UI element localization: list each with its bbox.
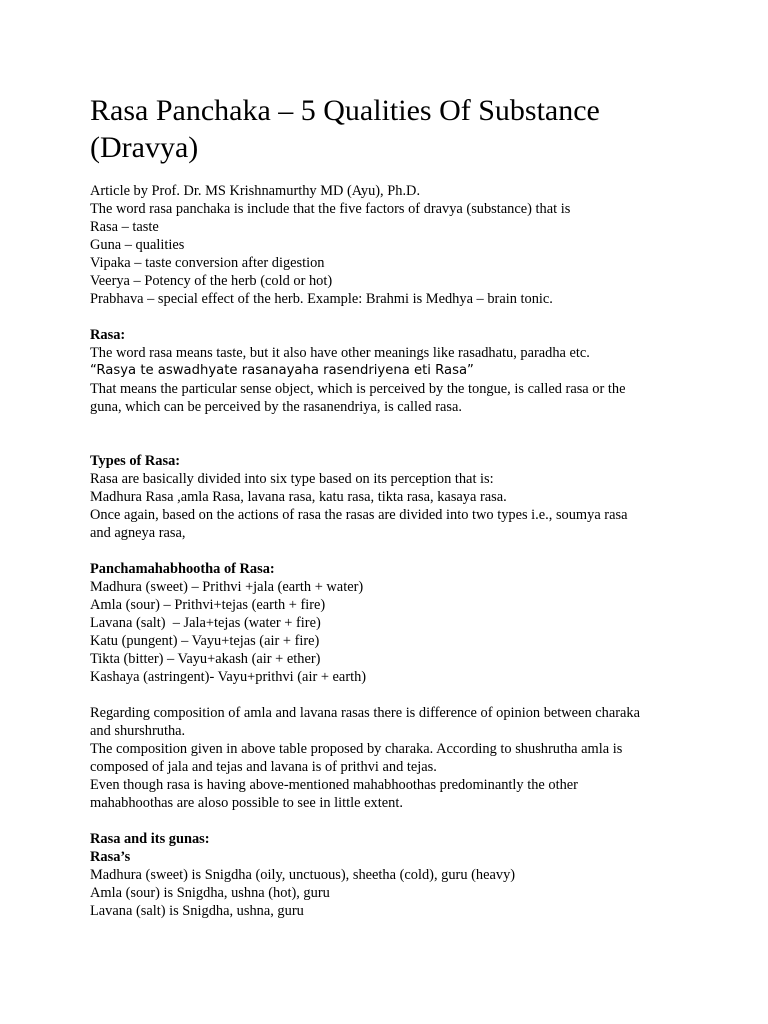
paragraph-line: Madhura Rasa ,amla Rasa, lavana rasa, katu rasa, tikta rasa, kasaya rasa.	[90, 489, 507, 505]
paragraph-line: Regarding composition of amla and lavana rasas there is difference of opinion between charaka	[90, 705, 640, 721]
list-item: Kashaya (astringent)- Vayu+prithvi (air + earth)	[90, 669, 367, 685]
rasa-section	[90, 326, 730, 416]
intro-section	[90, 182, 730, 308]
section-heading-types: Types of Rasa:	[90, 453, 181, 469]
list-item: Amla (sour) is Snigdha, ushna (hot), guru	[90, 885, 330, 901]
paragraph-line: Once again, based on the actions of rasa the rasas are divided into two types i.e., soumya rasa	[90, 507, 628, 523]
paragraph-line: mahabhoothas are aloso possible to see in little extent.	[90, 795, 403, 811]
title-line-1: Rasa Panchaka – 5 Qualities Of Substance	[90, 94, 600, 127]
intro-line: Veerya – Potency of the herb (cold or hot)	[90, 273, 333, 289]
intro-line: Vipaka – taste conversion after digestion	[90, 255, 325, 271]
section-heading-panchamahabhootha: Panchamahabhootha of Rasa:	[90, 561, 275, 577]
list-item: Katu (pungent) – Vayu+tejas (air + fire)	[90, 633, 320, 649]
section-heading-gunas: Rasa and its gunas:	[90, 831, 210, 847]
spacer	[90, 686, 730, 704]
paragraph-line: The composition given in above table proposed by charaka. According to shushrutha amla is	[90, 741, 623, 757]
types-section	[90, 452, 730, 542]
spacer	[90, 812, 730, 830]
paragraph-line: composed of jala and tejas and lavana is of prithvi and tejas.	[90, 759, 437, 775]
gunas-section	[90, 830, 730, 920]
document-body	[90, 182, 730, 920]
intro-line: Prabhava – special effect of the herb. Example: Brahmi is Medhya – brain tonic.	[90, 291, 553, 307]
spacer	[90, 416, 730, 434]
list-item: Amla (sour) – Prithvi+tejas (earth + fire)	[90, 597, 326, 613]
document-title	[90, 92, 730, 166]
title-line-2: (Dravya)	[90, 131, 199, 164]
intro-line: Guna – qualities	[90, 237, 185, 253]
panchamahabhootha-section	[90, 560, 730, 686]
list-item: Tikta (bitter) – Vayu+akash (air + ether)	[90, 651, 321, 667]
list-item: Madhura (sweet) is Snigdha (oily, unctuous), sheetha (cold), guru (heavy)	[90, 867, 516, 883]
spacer	[90, 542, 730, 560]
list-item: Lavana (salt) is Snigdha, ushna, guru	[90, 903, 304, 919]
sanskrit-quote: “Rasya te aswadhyate rasanayaha rasendriyena eti Rasa”	[90, 363, 474, 378]
paragraph-line: and agneya rasa,	[90, 525, 186, 541]
author-line: Article by Prof. Dr. MS Krishnamurthy MD (Ayu), Ph.D.	[90, 183, 421, 199]
paragraph-line: The word rasa means taste, but it also have other meanings like rasadhatu, paradha etc.	[90, 345, 590, 361]
spacer	[90, 308, 730, 326]
intro-line: Rasa – taste	[90, 219, 159, 235]
spacer	[90, 434, 730, 452]
subheading-rasas: Rasa’s	[90, 849, 131, 865]
paragraph-line: Rasa are basically divided into six type based on its perception that is:	[90, 471, 494, 487]
paragraph-line: Even though rasa is having above-mentioned mahabhoothas predominantly the other	[90, 777, 578, 793]
paragraph-line: and shurshrutha.	[90, 723, 186, 739]
list-item: Lavana (salt) – Jala+tejas (water + fire)	[90, 615, 321, 631]
paragraph-line: That means the particular sense object, which is perceived by the tongue, is called rasa or the	[90, 381, 626, 397]
list-item: Madhura (sweet) – Prithvi +jala (earth + water)	[90, 579, 364, 595]
intro-line: The word rasa panchaka is include that the five factors of dravya (substance) that is	[90, 201, 571, 217]
section-heading-rasa: Rasa:	[90, 327, 126, 343]
paragraph-line: guna, which can be perceived by the rasanendriya, is called rasa.	[90, 399, 462, 415]
regarding-section	[90, 704, 730, 812]
